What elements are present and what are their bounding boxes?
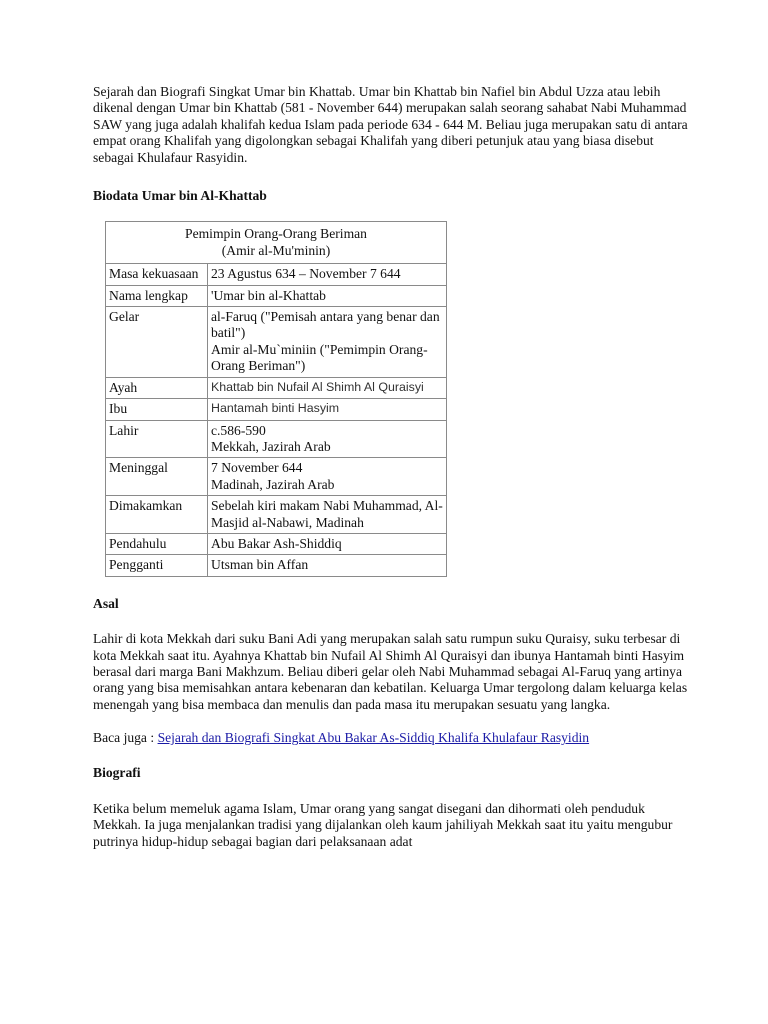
table-row xyxy=(106,555,447,576)
baca-juga-line xyxy=(93,730,693,746)
row-value: c.586-590 Mekkah, Jazirah Arab xyxy=(208,420,447,458)
row-label: Gelar xyxy=(106,307,208,378)
table-row xyxy=(106,533,447,554)
biografi-paragraph: Ketika belum memeluk agama Islam, Umar orang yang sangat disegani dan dihormati oleh penduduk Mekkah. Ia juga menjalankan tradisi yang dijalankan oleh kaum jahiliyah Mekkah saat itu yaitu mengubur putrinya hidup-hidup sebagai bagian dari pelaksanaan adat xyxy=(93,801,673,849)
table-row xyxy=(106,496,447,534)
row-value: 7 November 644 Madinah, Jazirah Arab xyxy=(208,458,447,496)
table-header-cell xyxy=(106,222,447,264)
row-label: Meninggal xyxy=(106,458,208,496)
row-label: Lahir xyxy=(106,420,208,458)
row-value: Khattab bin Nufail Al Shimh Al Quraisyi xyxy=(208,377,447,398)
biodata-table xyxy=(105,221,447,576)
table-row xyxy=(106,458,447,496)
table-row xyxy=(106,264,447,285)
table-row xyxy=(106,307,447,378)
asal-paragraph: Lahir di kota Mekkah dari suku Bani Adi yang merupakan salah satu rumpun suku Quraisy, suku terbesar di kota Mekkah saat itu. Ayahnya Khattab bin Nufail Al Shimh Al Quraisyi dan ibunya Hantamah binti Hasyim berasal dari marga Bani Makhzum. Beliau diberi gelar oleh Nabi Muhammad sebagai Al-Faruq yang artinya orang yang bisa memisahkan antara kebenaran dan kebatilan. Keluarga Umar tergolong dalam keluarga kelas menengah yang bisa membaca dan menulis dan pada masa itu merupakan sesuatu yang langka. xyxy=(93,631,688,712)
row-label: Dimakamkan xyxy=(106,496,208,534)
row-label: Ibu xyxy=(106,399,208,420)
row-label: Nama lengkap xyxy=(106,285,208,306)
table-row xyxy=(106,285,447,306)
table-header-line1: Pemimpin Orang-Orang Beriman xyxy=(185,226,367,242)
table-row xyxy=(106,377,447,398)
row-value: Abu Bakar Ash-Shiddiq xyxy=(208,533,447,554)
row-label: Pendahulu xyxy=(106,533,208,554)
table-header-line2: (Amir al-Mu'minin) xyxy=(221,242,331,258)
row-value: al-Faruq ("Pemisah antara yang benar dan batil") Amir al-Mu`miniin ("Pemimpin Orang-Orang Beriman") xyxy=(208,307,447,378)
row-value: 'Umar bin al-Khattab xyxy=(208,285,447,306)
table-row xyxy=(106,399,447,420)
row-value: Sebelah kiri makam Nabi Muhammad, Al-Masjid al-Nabawi, Madinah xyxy=(208,496,447,534)
baca-juga-label: Baca juga : xyxy=(93,730,155,746)
baca-juga-link[interactable]: Sejarah dan Biografi Singkat Abu Bakar As-Siddiq Khalifa Khulafaur Rasyidin xyxy=(157,730,590,746)
row-label: Pengganti xyxy=(106,555,208,576)
row-label: Ayah xyxy=(106,377,208,398)
biodata-heading: Biodata Umar bin Al-Khattab xyxy=(93,188,267,204)
row-value: Hantamah binti Hasyim xyxy=(208,399,447,420)
intro-paragraph: Sejarah dan Biografi Singkat Umar bin Khattab. Umar bin Khattab bin Nafiel bin Abdul Uzza atau lebih dikenal dengan Umar bin Khattab (581 - November 644) merupakan salah seorang sahabat Nabi Muhammad SAW yang juga adalah khalifah kedua Islam pada periode 634 - 644 M. Beliau juga merupakan satu di antara empat orang Khalifah yang digolongkan sebagai Khalifah yang diberi petunjuk atau yang biasa disebut sebagai Khulafaur Rasyidin. xyxy=(93,84,688,165)
row-value: Utsman bin Affan xyxy=(208,555,447,576)
row-value: 23 Agustus 634 – November 7 644 xyxy=(208,264,447,285)
asal-heading: Asal xyxy=(93,595,119,611)
table-header-row xyxy=(106,222,447,264)
table-row xyxy=(106,420,447,458)
row-label: Masa kekuasaan xyxy=(106,264,208,285)
biografi-heading: Biografi xyxy=(93,764,141,780)
document-content xyxy=(93,84,693,850)
